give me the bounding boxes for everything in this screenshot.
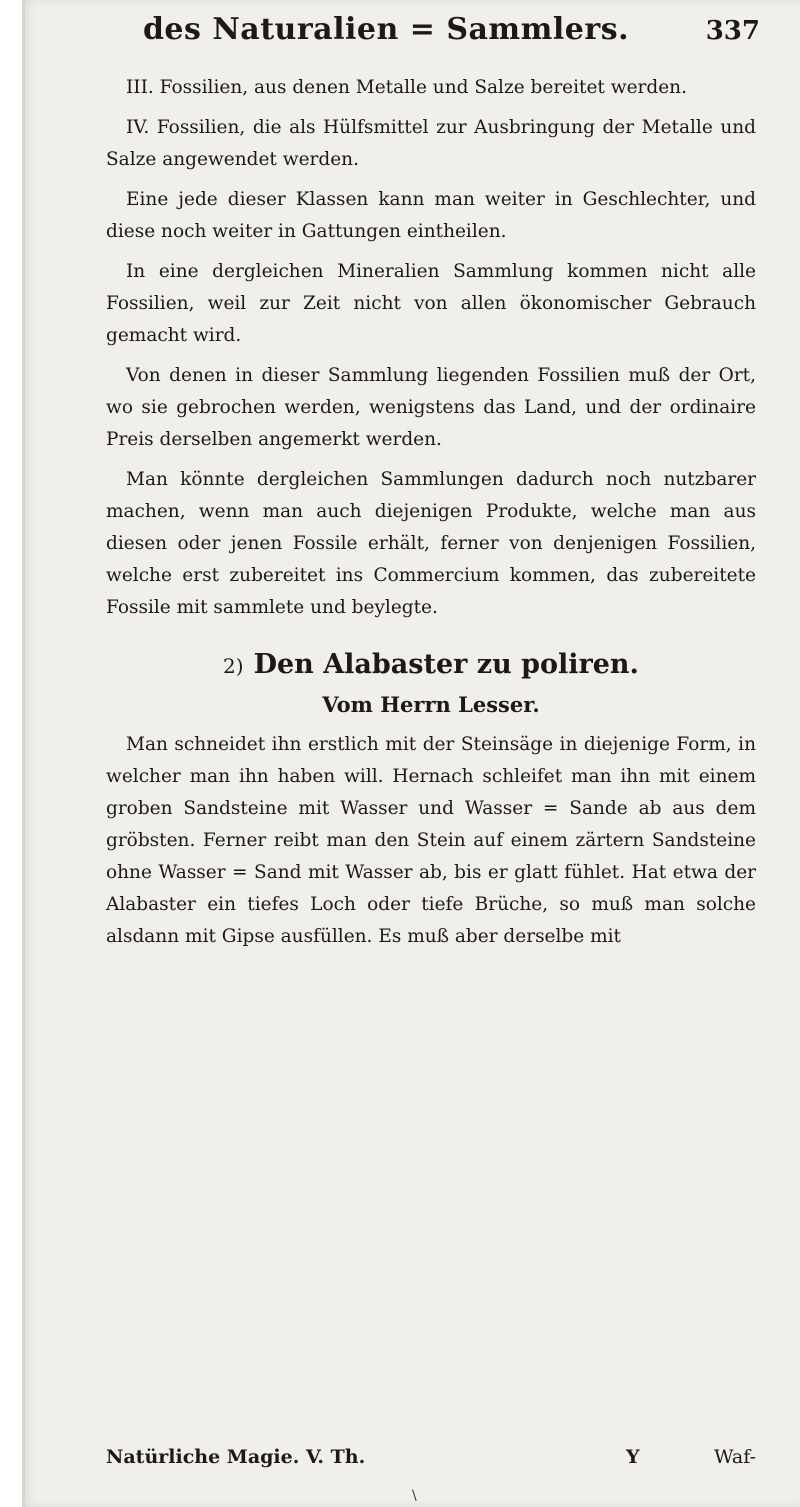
book-page [22, 0, 800, 1507]
paragraph-origin-and-price: Von denen in dieser Sammlung liegenden Fossilien muß der Ort, wo sie gebrochen werden, wenigstens das Land, und der ordinaire Preis derselben angemerkt werden. [106, 365, 756, 450]
signature-mark: Y [626, 1446, 640, 1468]
margin-mark: \ [412, 1488, 417, 1504]
paragraph-classification: Eine jede dieser Klassen kann man weiter in Geschlechter, und diese noch weiter in Gattungen eintheilen. [106, 189, 756, 242]
page-header [102, 12, 760, 52]
section-author: Vom Herrn Lesser. [322, 692, 540, 717]
catchword: Waf- [714, 1446, 756, 1468]
page-number: 337 [705, 16, 760, 46]
running-title: des Naturalien = Sammlers. [142, 12, 630, 47]
section-title: Den Alabaster zu poliren. [253, 649, 639, 680]
paragraph-usefulness: Man könnte dergleichen Sammlungen dadurch noch nutzbarer machen, wenn man auch diejenigen Produkte, welche man aus diesen oder jenen Fossile erhält, ferner von denjenigen Fossilien, welche erst zubereitet ins Commercium kommen, das zubereitete Fossile mit sammlete und beylegte. [106, 469, 756, 618]
paragraph-collection-scope: In eine dergleichen Mineralien Sammlung kommen nicht alle Fossilien, weil zur Zeit nicht von allen ökonomischer Gebrauch gemacht wird. [106, 261, 756, 346]
section-heading [106, 646, 756, 685]
body-text [106, 72, 756, 953]
paragraph-fossil-class-3: III. Fossilien, aus denen Metalle und Salze bereitet werden. [126, 77, 687, 98]
page-footer [106, 1446, 756, 1476]
signature-title: Natürliche Magie. V. Th. [106, 1446, 366, 1468]
paragraph-alabaster-polishing: Man schneidet ihn erstlich mit der Steinsäge in diejenige Form, in welcher man ihn haben will. Hernach schleifet man ihn mit einem groben Sandsteine mit Wasser und Wasser = Sande ab aus dem gröbsten. Ferner reibt man den Stein auf einem zärtern Sandsteine ohne Wasser = Sand mit Wasser ab, bis er glatt fühlet. Hat etwa der Alabaster ein tiefes Loch oder tiefe Brüche, so muß man solche alsdann mit Gipse ausfüllen. Es muß aber derselbe mit [106, 734, 756, 947]
paragraph-fossil-class-4: IV. Fossilien, die als Hülfsmittel zur Ausbringung der Metalle und Salze angewendet werden. [106, 117, 756, 170]
section-number: 2) [223, 654, 244, 678]
